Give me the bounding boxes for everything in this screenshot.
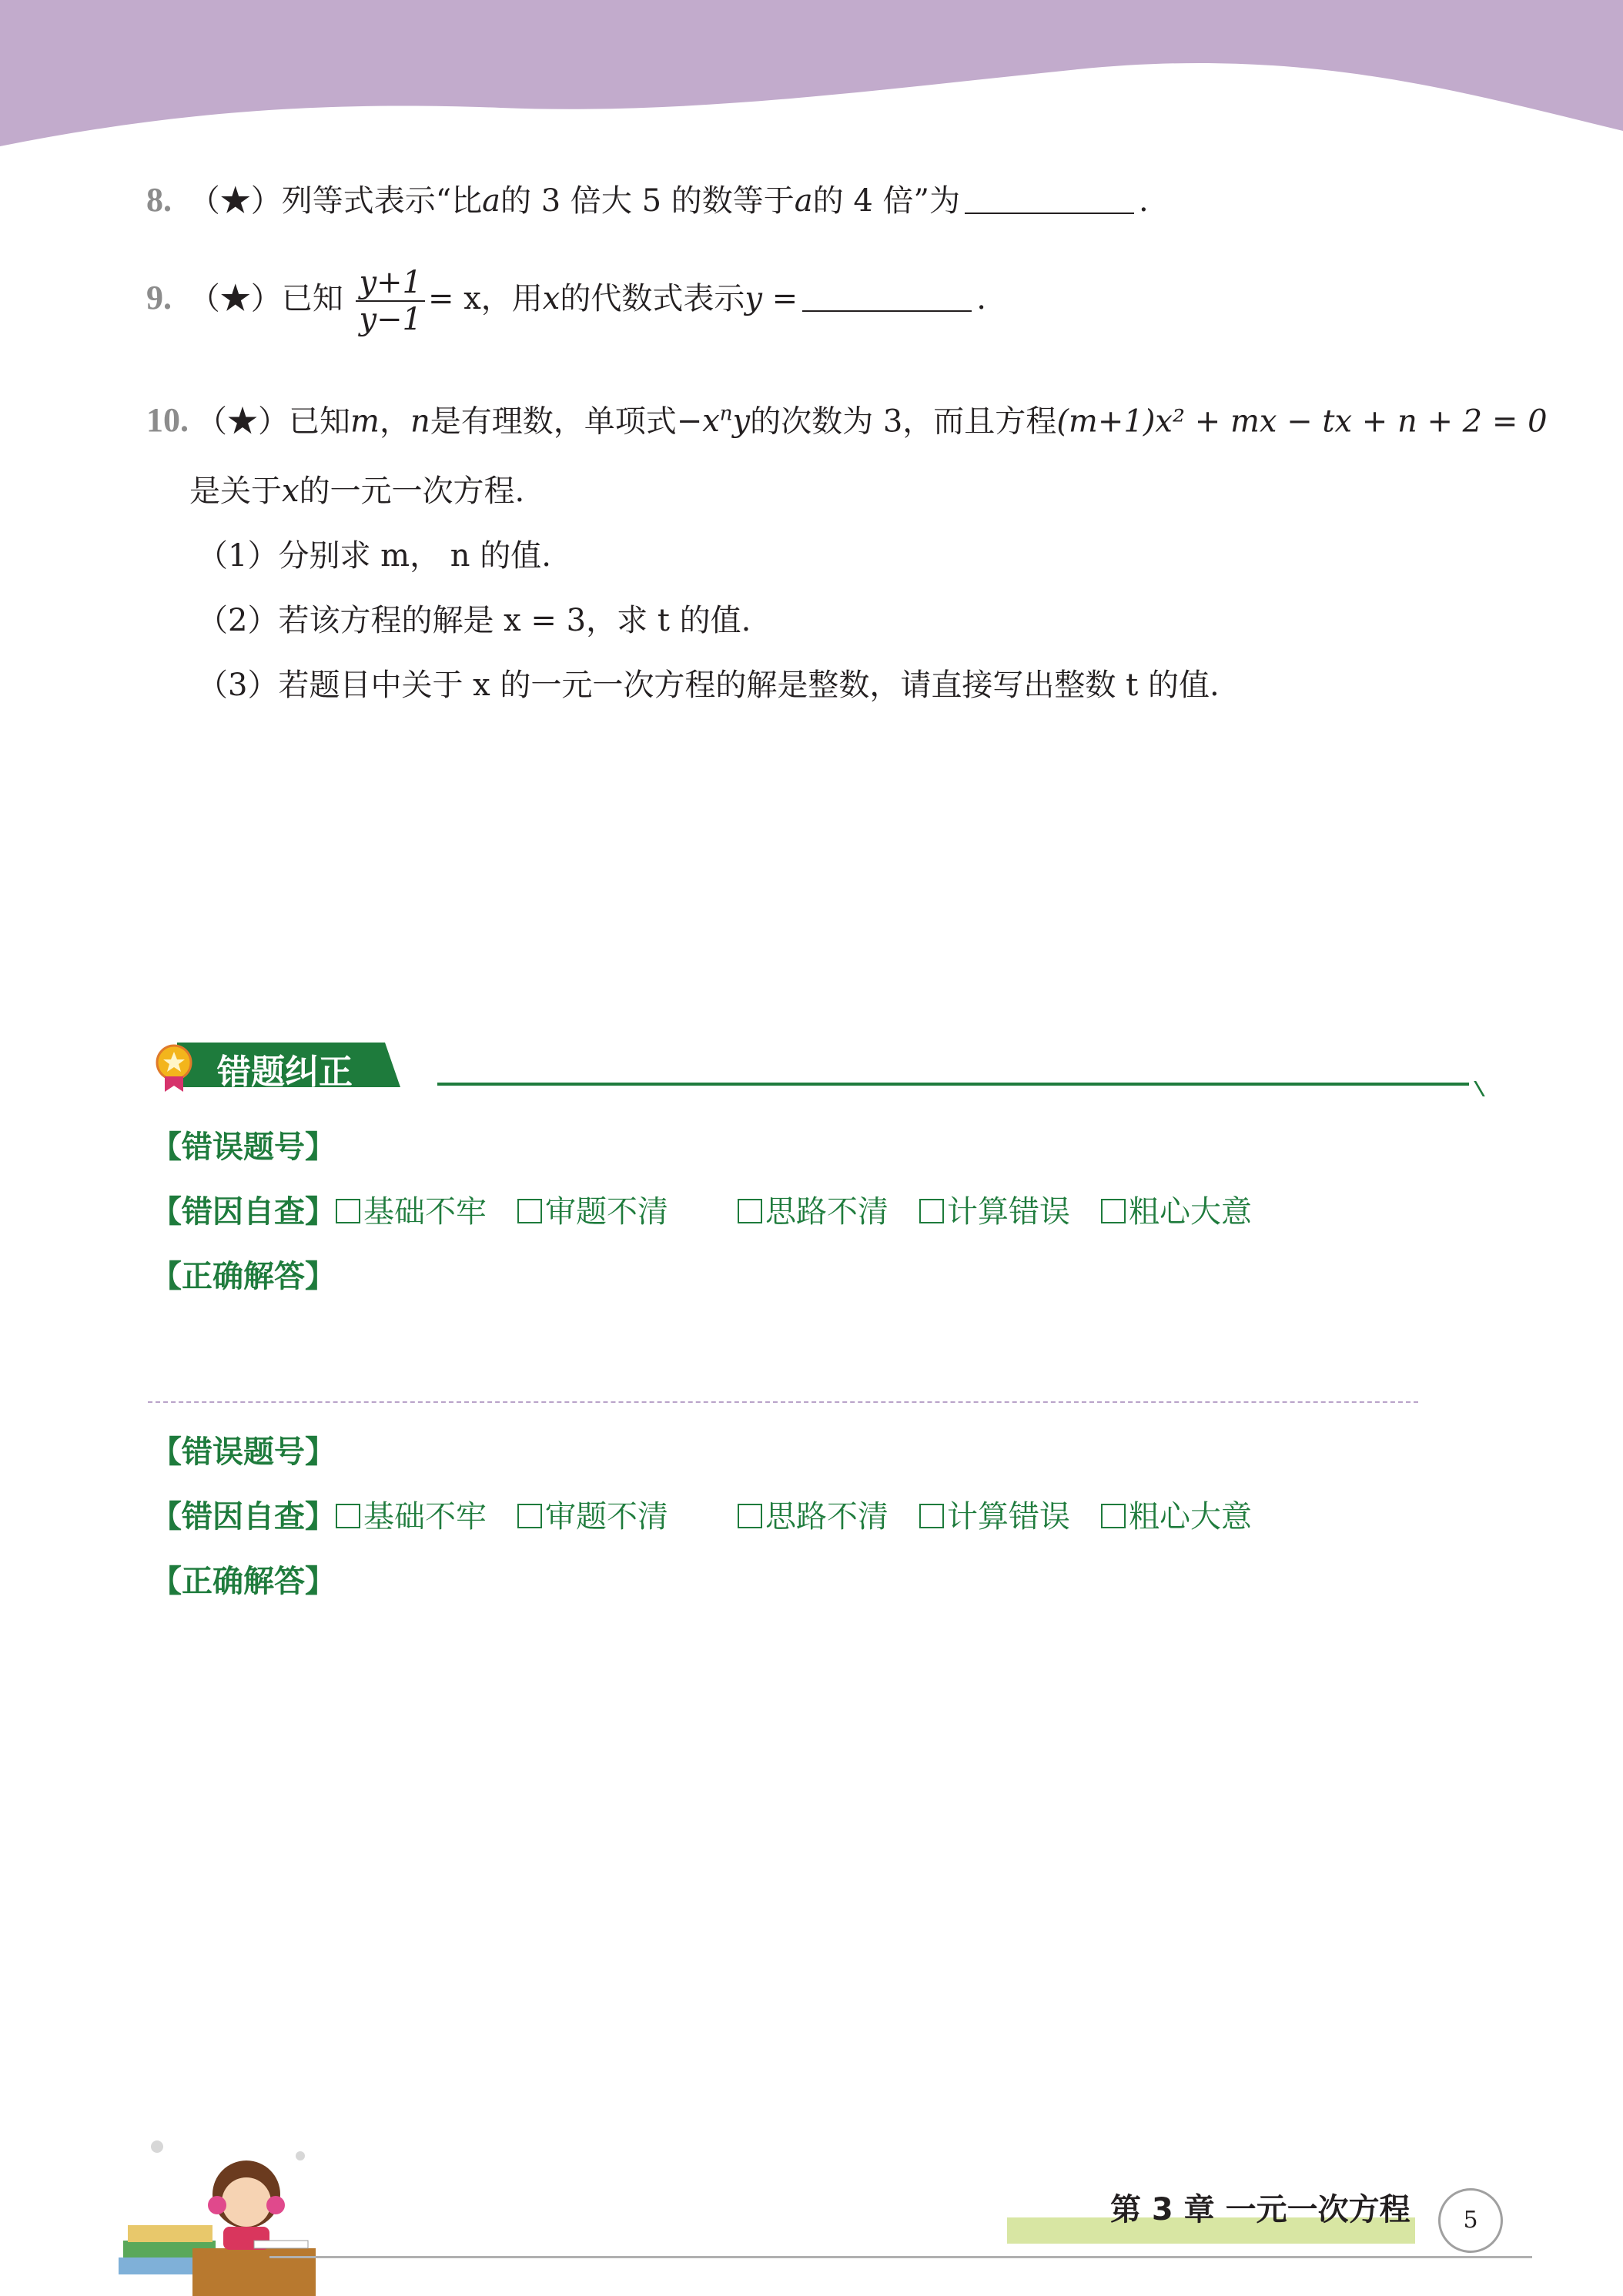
expression: y = xyxy=(745,281,798,316)
checkbox-option[interactable] xyxy=(1101,1498,1252,1535)
header-wave xyxy=(0,0,1623,154)
question-text: 列等式表示“比 xyxy=(281,183,483,219)
checkbox[interactable] xyxy=(1101,1199,1126,1223)
checkbox[interactable] xyxy=(517,1199,542,1223)
error-number-row xyxy=(151,1434,336,1471)
question-9 xyxy=(146,265,986,337)
question-8 xyxy=(146,182,1149,219)
question-number: 10. xyxy=(146,401,189,440)
checkbox[interactable] xyxy=(336,1504,360,1528)
option-label: 粗心大意 xyxy=(1129,1194,1252,1230)
footer-rule xyxy=(269,2256,1532,2258)
question-10-line2 xyxy=(189,473,524,510)
section-title: 错题纠正 xyxy=(217,1053,353,1092)
checkbox[interactable] xyxy=(517,1504,542,1528)
monomial-exponent: n xyxy=(719,403,733,426)
section-divider-tail xyxy=(1458,1081,1485,1096)
correct-answer-label: 【正确解答】 xyxy=(151,1259,336,1294)
option-label: 思路不清 xyxy=(765,1194,888,1230)
answer-blank[interactable] xyxy=(802,284,972,312)
error-cause-label: 【错因自查】 xyxy=(151,1194,336,1230)
monomial-y: y xyxy=(732,403,751,440)
variable: a xyxy=(794,183,813,219)
error-cause-label: 【错因自查】 xyxy=(151,1499,336,1535)
question-text: 的一元一次方程. xyxy=(299,474,525,509)
checkbox-option[interactable] xyxy=(919,1193,1070,1230)
error-cause-row xyxy=(151,1193,1283,1230)
checkbox-option[interactable] xyxy=(738,1498,888,1535)
option-label: 审题不清 xyxy=(545,1194,668,1230)
checkbox[interactable] xyxy=(1101,1504,1126,1528)
student-illustration xyxy=(108,2125,323,2296)
checkbox[interactable] xyxy=(919,1504,944,1528)
question-text: 的 4 倍”为 xyxy=(812,183,960,219)
checkbox[interactable] xyxy=(919,1199,944,1223)
checkbox-option[interactable] xyxy=(517,1498,668,1535)
checkbox[interactable] xyxy=(336,1199,360,1223)
star-marker: （★） xyxy=(189,281,282,316)
fraction-denominator: y−1 xyxy=(359,302,422,337)
checkbox[interactable] xyxy=(738,1199,762,1223)
sub-question-3: （3）若题目中关于 x 的一元一次方程的解是整数，请直接写出整数 t 的值. xyxy=(197,668,1220,703)
page-number: 5 xyxy=(1438,2188,1503,2253)
option-label: 审题不清 xyxy=(545,1499,668,1535)
checkbox-option[interactable] xyxy=(336,1193,487,1230)
sub-question-2: （2）若该方程的解是 x = 3，求 t 的值. xyxy=(197,603,751,638)
error-number-label: 【错误题号】 xyxy=(151,1434,336,1470)
checkbox-option[interactable] xyxy=(919,1498,1070,1535)
star-marker: （★） xyxy=(196,403,289,440)
question-number: 9. xyxy=(146,279,172,316)
variable: x xyxy=(542,281,561,316)
checkbox-option[interactable] xyxy=(1101,1193,1252,1230)
question-text: 已知 xyxy=(281,281,343,316)
question-text: 是有理数，单项式 xyxy=(430,403,677,440)
question-number: 8. xyxy=(146,181,172,219)
variable: n xyxy=(410,403,430,440)
monomial xyxy=(677,403,750,439)
variable: a xyxy=(482,183,501,219)
period: . xyxy=(1138,183,1149,219)
question-text: = x，用 xyxy=(428,281,543,316)
option-label: 思路不清 xyxy=(765,1499,888,1535)
dashed-separator xyxy=(148,1401,1418,1403)
variable: m xyxy=(350,403,380,440)
question-10 xyxy=(146,396,1548,440)
answer-blank[interactable] xyxy=(965,186,1134,214)
checkbox-option[interactable] xyxy=(336,1498,487,1535)
checkbox-option[interactable] xyxy=(517,1193,668,1230)
option-label: 基础不牢 xyxy=(363,1499,487,1535)
monomial-base: −x xyxy=(676,403,720,440)
option-label: 计算错误 xyxy=(947,1194,1070,1230)
option-label: 粗心大意 xyxy=(1129,1499,1252,1535)
option-label: 计算错误 xyxy=(947,1499,1070,1535)
fraction xyxy=(356,265,425,337)
correct-answer-row xyxy=(151,1258,336,1295)
correct-answer-label: 【正确解答】 xyxy=(151,1564,336,1599)
error-number-label: 【错误题号】 xyxy=(151,1130,336,1165)
error-number-row xyxy=(151,1129,336,1166)
section-divider xyxy=(437,1083,1469,1090)
chapter-title: 第 3 章 一元一次方程 xyxy=(1110,2192,1411,2227)
fraction-numerator: y+1 xyxy=(356,265,425,302)
comma: ， xyxy=(379,403,410,440)
question-text: 是关于 xyxy=(189,474,282,509)
question-text: 的 3 倍大 5 的数等于 xyxy=(500,183,795,219)
checkbox-option[interactable] xyxy=(738,1193,888,1230)
equation: (m+1)x² + mx − tx + n + 2 = 0 xyxy=(1056,403,1548,440)
sub-question-1: （1）分别求 m， n 的值. xyxy=(197,538,551,574)
error-cause-row xyxy=(151,1498,1283,1535)
checkbox[interactable] xyxy=(738,1504,762,1528)
question-text: 的代数式表示 xyxy=(560,281,745,316)
question-text: 的次数为 3，而且方程 xyxy=(750,403,1057,440)
variable: x xyxy=(282,474,300,509)
option-label: 基础不牢 xyxy=(363,1194,487,1230)
period: . xyxy=(976,281,986,316)
question-text: 已知 xyxy=(289,403,350,440)
star-marker: （★） xyxy=(189,183,282,219)
correct-answer-row xyxy=(151,1563,336,1600)
